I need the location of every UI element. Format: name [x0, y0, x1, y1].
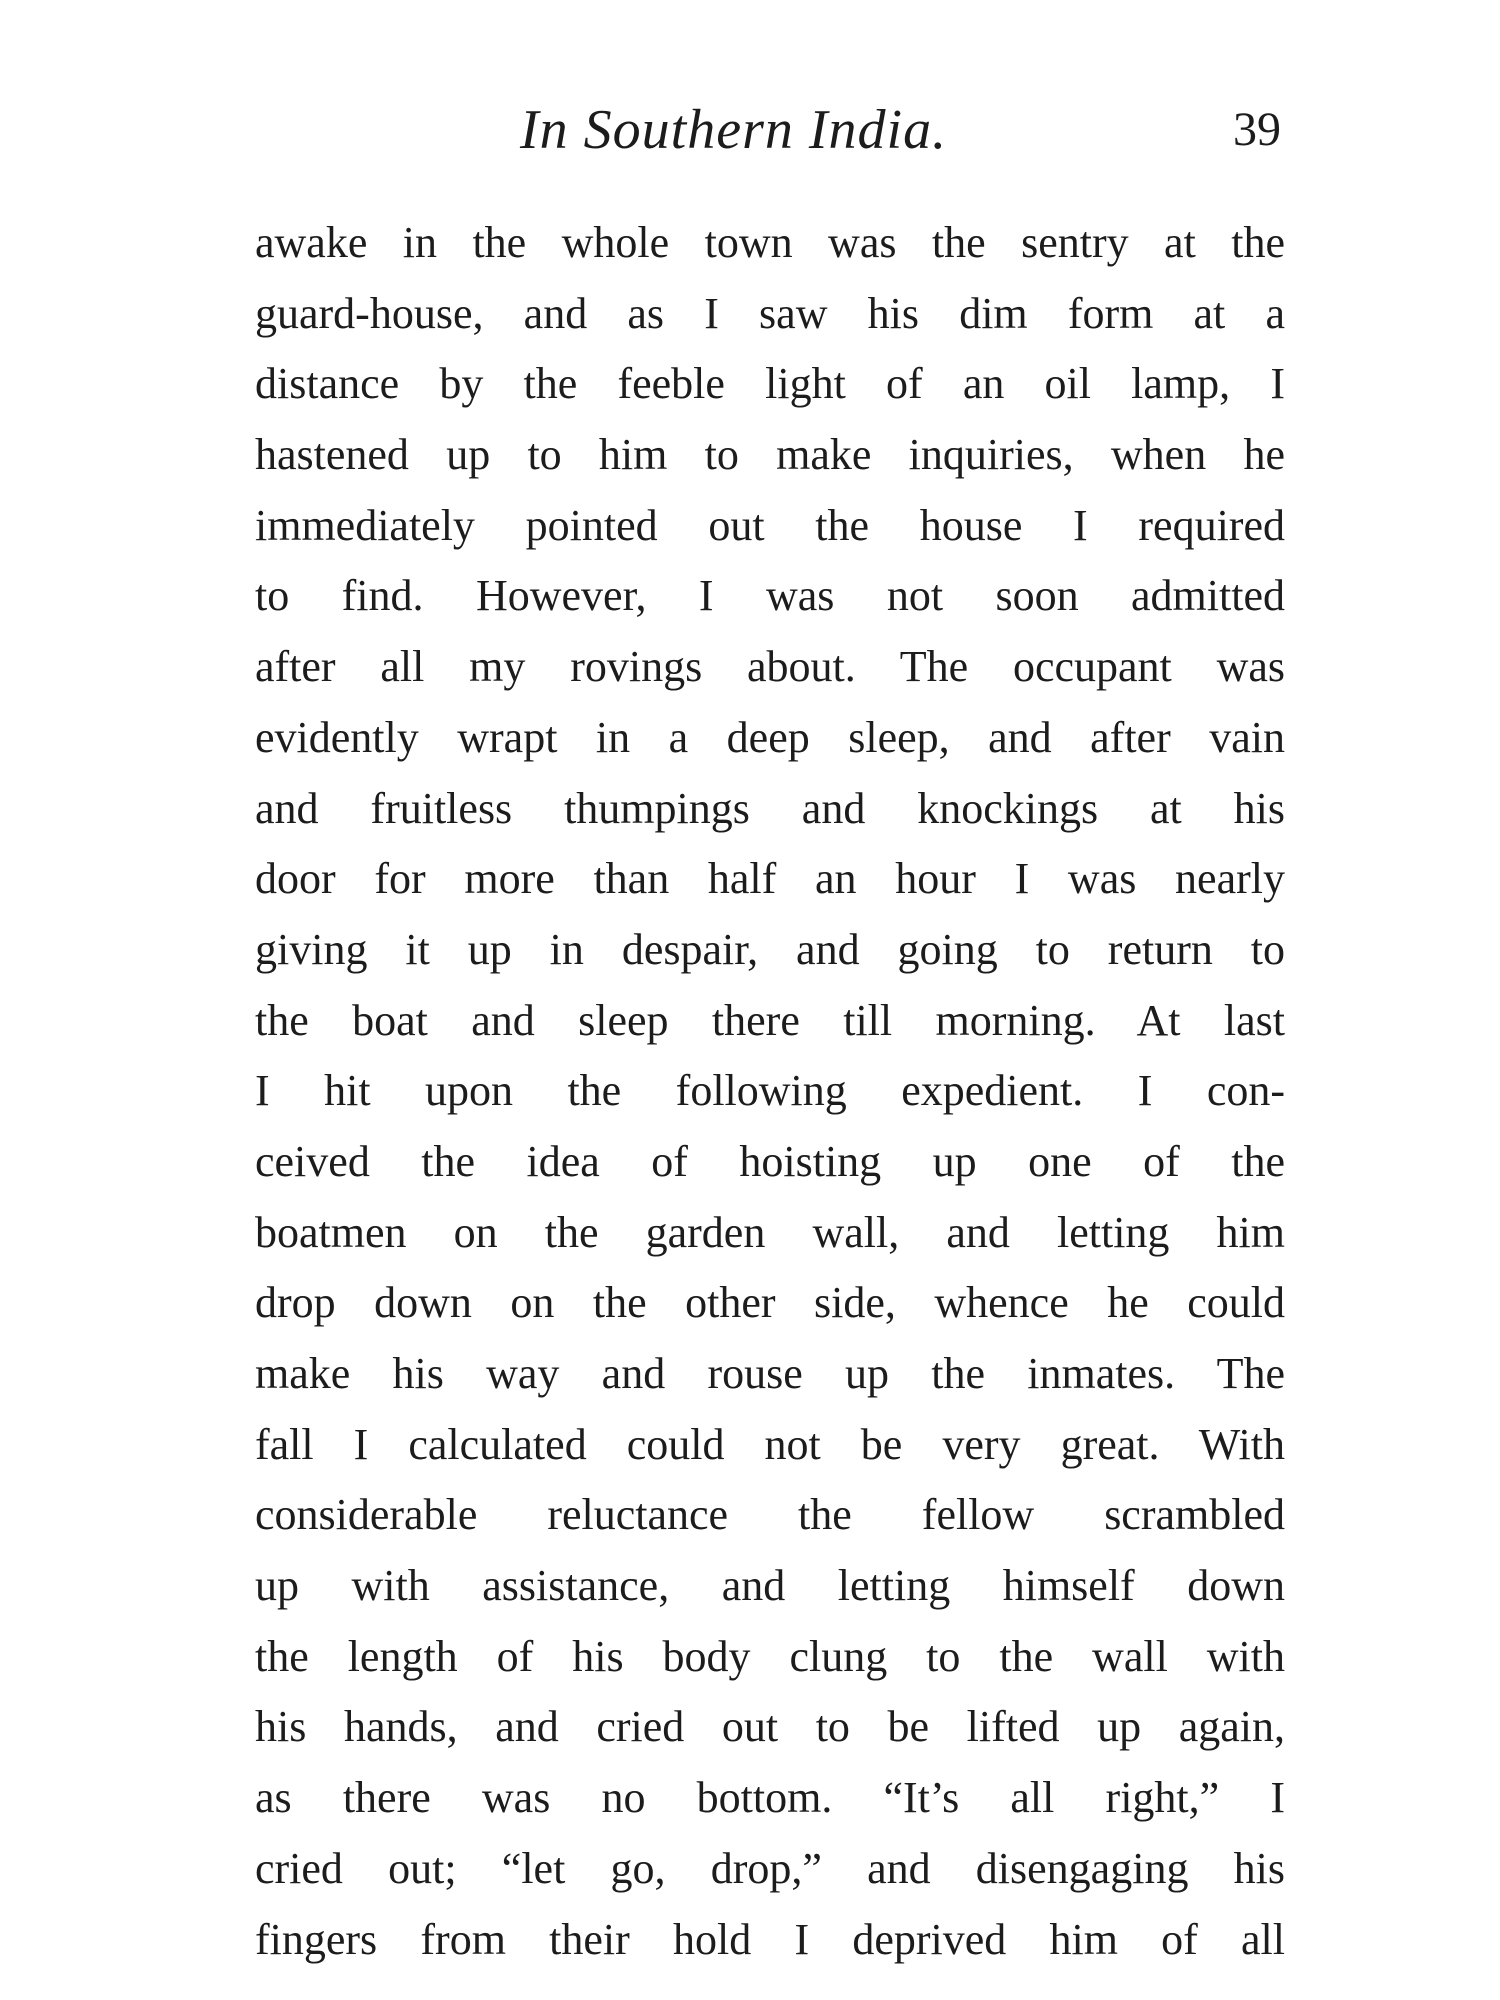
- text-line: hastened up to him to make inquiries, when he: [255, 430, 1285, 480]
- text-line: immediately pointed out the house I required: [255, 500, 1285, 550]
- text-line: ceived the idea of hoisting up one of the: [255, 1136, 1285, 1186]
- text-line: I hit upon the following expedient. I con-: [255, 1066, 1285, 1116]
- running-title: In Southern India.: [520, 99, 948, 161]
- text-line: distance by the feeble light of an oil lamp, I: [255, 359, 1285, 409]
- text-line: boatmen on the garden wall, and letting him: [255, 1207, 1285, 1257]
- text-line: door for more than half an hour I was nearly: [255, 854, 1285, 904]
- text-line: guard-house, and as I saw his dim form at a: [255, 288, 1285, 338]
- text-line: cried out; “let go, drop,” and disengaging his: [255, 1843, 1285, 1893]
- text-line: considerable reluctance the fellow scrambled: [255, 1490, 1285, 1540]
- text-line: to find. However, I was not soon admitted: [255, 571, 1285, 621]
- running-head: [255, 98, 1285, 178]
- text-line: fall I calculated could not be very great. With: [255, 1419, 1285, 1469]
- text-line: the boat and sleep there till morning. At last: [255, 995, 1285, 1045]
- text-line: after all my rovings about. The occupant was: [255, 642, 1285, 692]
- text-line: drop down on the other side, whence he could: [255, 1278, 1285, 1328]
- text-line: fingers from their hold I deprived him of all: [255, 1914, 1285, 1964]
- text-line: up with assistance, and letting himself down: [255, 1561, 1285, 1611]
- text-line: awake in the whole town was the sentry at the: [255, 218, 1285, 267]
- text-line: evidently wrapt in a deep sleep, and after vain: [255, 712, 1285, 762]
- text-line: and fruitless thumpings and knockings at his: [255, 783, 1285, 833]
- text-line: giving it up in despair, and going to return to: [255, 924, 1285, 974]
- text-line: as there was no bottom. “It’s all right,” I: [255, 1773, 1285, 1823]
- text-line: the length of his body clung to the wall with: [255, 1631, 1285, 1681]
- body-text: [255, 208, 1285, 1975]
- page-number: 39: [1233, 103, 1281, 156]
- text-line: his hands, and cried out to be lifted up again,: [255, 1702, 1285, 1752]
- text-line: make his way and rouse up the inmates. The: [255, 1349, 1285, 1398]
